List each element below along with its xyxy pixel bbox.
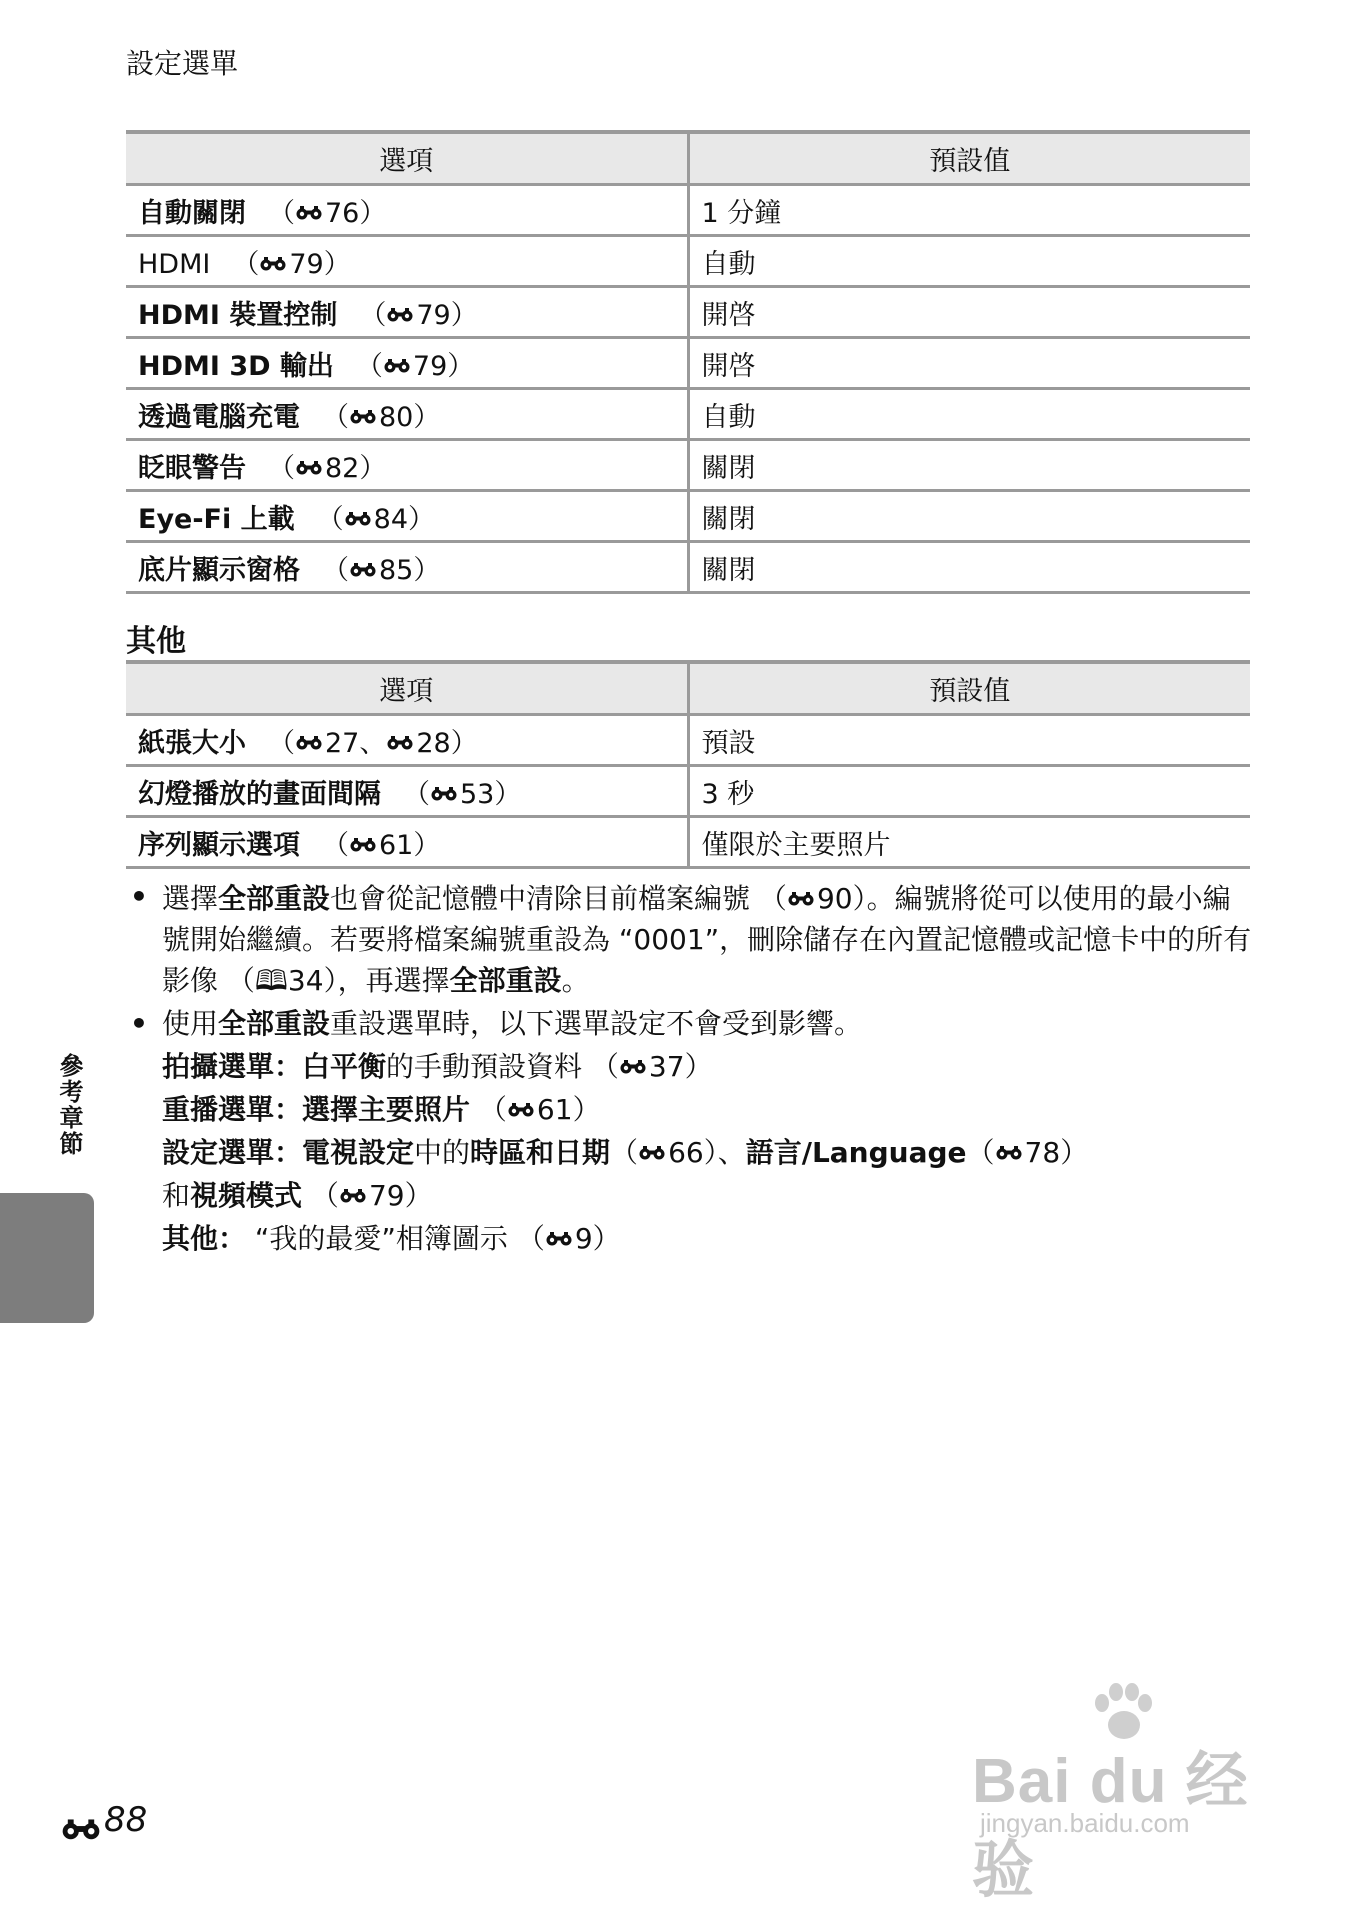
table-row: [126, 236, 1250, 287]
note-sub-line: [162, 1173, 1256, 1216]
option-name: 自動關閉: [138, 197, 246, 229]
default-value: 僅限於主要照片: [701, 829, 891, 861]
table-row: [126, 766, 1250, 817]
note-text: 選擇: [162, 882, 219, 915]
reference-icon: [349, 828, 377, 843]
reference-icon: [295, 196, 323, 211]
option-cell: 眨眼警告 （ 82）: [126, 440, 688, 491]
note-text: ）: [1060, 1136, 1089, 1169]
option-ref: 82: [325, 452, 360, 484]
default-value-cell: [688, 766, 1250, 817]
default-value-cell: [688, 236, 1250, 287]
option-ref: 28: [416, 727, 451, 759]
table-row: [126, 440, 1250, 491]
note-ref: 78: [1024, 1136, 1061, 1169]
default-value: 1 分鐘: [701, 197, 782, 229]
note-bold: 視頻模式: [190, 1179, 303, 1212]
option-cell: 透過電腦充電 （ 80）: [126, 389, 688, 440]
option-name: HDMI 3D 輸出: [138, 350, 334, 382]
option-cell: 幻燈播放的畫面間隔 （ 53）: [126, 766, 688, 817]
default-value-cell: [688, 715, 1250, 766]
option-ref: 76: [325, 197, 360, 229]
others-table: [126, 660, 1250, 869]
note-ref: 34: [287, 964, 324, 997]
default-value: 3 秒: [701, 778, 755, 810]
note-bold: 重播選單：選擇主要照片: [162, 1093, 471, 1126]
option-ref: 61: [379, 829, 414, 861]
header-default: 預設值: [688, 132, 1250, 185]
default-value: 自動: [701, 401, 756, 433]
table-row: [126, 491, 1250, 542]
table-row: [126, 715, 1250, 766]
default-value: 關閉: [701, 554, 756, 586]
note-sub-line: [162, 1130, 1256, 1173]
option-ref: 79: [412, 350, 448, 382]
chapter-side-label: 參考章節: [55, 1053, 83, 1157]
reference-icon: [295, 726, 323, 741]
option-cell: 紙張大小 （ 27、 28）: [126, 715, 688, 766]
note-1: [126, 876, 1256, 1001]
bullet-icon: •: [130, 1007, 148, 1040]
note-sub-line: [162, 1044, 1256, 1087]
reference-icon: [430, 777, 458, 792]
settings-table: [126, 130, 1250, 594]
default-value: 關閉: [701, 503, 756, 535]
table-header-row: [126, 662, 1250, 715]
book-icon: 🕮: [254, 964, 288, 997]
note-ref: 61: [536, 1093, 573, 1126]
reference-icon: [545, 1216, 573, 1231]
table-row: [126, 185, 1250, 236]
header-option: 選項: [126, 132, 688, 185]
option-cell: HDMI （ 79）: [126, 236, 688, 287]
default-value-cell: [688, 389, 1250, 440]
note-bold: 全部重設: [218, 1007, 331, 1040]
reference-icon: [619, 1044, 647, 1059]
note-ref: 90: [816, 882, 853, 915]
note-text: ）: [592, 1222, 621, 1255]
option-cell: 自動關閉 （ 76）: [126, 185, 688, 236]
note-ref: 37: [648, 1050, 685, 1083]
table-header-row: [126, 132, 1250, 185]
default-value: 開啓: [701, 299, 756, 331]
note-bold: 其他：: [162, 1222, 247, 1255]
table-row: [126, 817, 1250, 868]
note-text: 使用: [162, 1007, 219, 1040]
header-default: 預設值: [688, 662, 1250, 715]
option-ref: 79: [416, 299, 451, 331]
note-bold: 時區和日期: [470, 1136, 611, 1169]
option-ref: 80: [379, 401, 414, 433]
table-row: [126, 287, 1250, 338]
option-cell: Eye-Fi 上載 （ 84）: [126, 491, 688, 542]
reference-icon: [349, 400, 377, 415]
note-text: ）: [404, 1179, 433, 1212]
reference-icon: [386, 726, 414, 741]
reference-icon: [339, 1173, 367, 1188]
default-value-cell: [688, 185, 1250, 236]
note-bold: 全部重設: [218, 882, 331, 915]
option-cell: 序列顯示選項 （ 61）: [126, 817, 688, 868]
header-option: 選項: [126, 662, 688, 715]
default-value: 自動: [701, 248, 756, 280]
reference-icon: [638, 1130, 666, 1145]
note-ref: 9: [574, 1222, 593, 1255]
watermark: [972, 1683, 1302, 1905]
default-value-cell: [688, 491, 1250, 542]
note-text: （: [470, 1093, 507, 1126]
default-value: 開啓: [701, 350, 756, 382]
page-number: [60, 1800, 147, 1840]
default-value-cell: [688, 338, 1250, 389]
reference-icon: [259, 247, 287, 262]
table-row: [126, 389, 1250, 440]
note-ref: 66: [668, 1136, 704, 1169]
note-text: 中的: [414, 1136, 471, 1169]
note-sub-line: [162, 1216, 1256, 1259]
option-name: 底片顯示窗格: [138, 554, 300, 586]
note-bold: 拍攝選單：白平衡: [162, 1050, 387, 1083]
section-title: 設定選單: [126, 47, 239, 80]
note-text: ）、: [703, 1136, 746, 1169]
option-name: HDMI 裝置控制: [138, 299, 338, 331]
default-value: 關閉: [701, 452, 756, 484]
note-text: 和: [162, 1179, 191, 1212]
note-bold: 全部重設: [449, 964, 562, 997]
table-row: [126, 542, 1250, 593]
option-name: HDMI: [138, 248, 211, 280]
note-sub-line: [162, 1087, 1256, 1130]
option-ref: 84: [373, 503, 409, 535]
option-cell: HDMI 裝置控制 （ 79）: [126, 287, 688, 338]
option-cell: HDMI 3D 輸出 （ 79）: [126, 338, 688, 389]
option-name: 紙張大小: [138, 727, 246, 759]
note-text: ），再選擇: [323, 964, 450, 997]
reference-icon: [507, 1087, 535, 1102]
notes: [126, 876, 1256, 1261]
option-ref: 53: [460, 778, 495, 810]
default-value-cell: [688, 542, 1250, 593]
note-text: “我的最愛”相簿圖示 （: [246, 1222, 545, 1255]
note-bold: 設定選單：電視設定: [162, 1136, 415, 1169]
others-heading: 其他: [126, 624, 186, 659]
option-ref: 79: [289, 248, 324, 280]
watermark-url: jingyan.baidu.com: [980, 1808, 1190, 1838]
option-name: Eye-Fi 上載: [138, 503, 295, 535]
note-text: ）: [572, 1093, 601, 1126]
option-name: 序列顯示選項: [138, 829, 300, 861]
option-name: 幻燈播放的畫面間隔: [138, 778, 381, 810]
default-value: 預設: [701, 727, 756, 759]
note-ref: 79: [368, 1179, 405, 1212]
option-ref: 85: [379, 554, 414, 586]
option-cell: 底片顯示窗格 （ 85）: [126, 542, 688, 593]
chapter-tab: [0, 1193, 94, 1323]
note-text: （: [302, 1179, 339, 1212]
option-ref: 27: [325, 727, 360, 759]
note-text: 的手動預設資料 （: [386, 1050, 619, 1083]
page-number-text: 88: [104, 1800, 148, 1840]
reference-icon: [386, 298, 414, 313]
note-text: 也會從記憶體中清除目前檔案編號 （: [330, 882, 787, 915]
note-bold: 語言/Language: [745, 1136, 967, 1169]
reference-icon: [60, 1809, 102, 1831]
note-text: 重設選單時，以下選單設定不會受到影響。: [330, 1007, 863, 1040]
note-text: （: [966, 1136, 995, 1169]
bullet-icon: •: [130, 880, 148, 913]
reference-icon: [995, 1130, 1023, 1145]
note-text: ）。編號將從可以使用的最小編號開始繼續。若要將檔案編號重設為 “0001”，刪除儲存在內置記憶體或記憶卡中的所有影像 （: [162, 882, 1252, 997]
reference-icon: [295, 451, 323, 466]
reference-icon: [344, 502, 372, 517]
option-name: 透過電腦充電: [138, 401, 300, 433]
watermark-main: Bai du 经验: [972, 1747, 1249, 1905]
note-text: （: [610, 1136, 639, 1169]
option-name: 眨眼警告: [138, 452, 246, 484]
note-text: ）: [684, 1050, 713, 1083]
reference-icon: [383, 349, 411, 364]
default-value-cell: [688, 287, 1250, 338]
table-row: [126, 338, 1250, 389]
reference-icon: [787, 876, 815, 891]
default-value-cell: [688, 440, 1250, 491]
note-2: [126, 1003, 1256, 1259]
note-text: 。: [561, 964, 590, 997]
default-value-cell: [688, 817, 1250, 868]
reference-icon: [349, 553, 377, 568]
